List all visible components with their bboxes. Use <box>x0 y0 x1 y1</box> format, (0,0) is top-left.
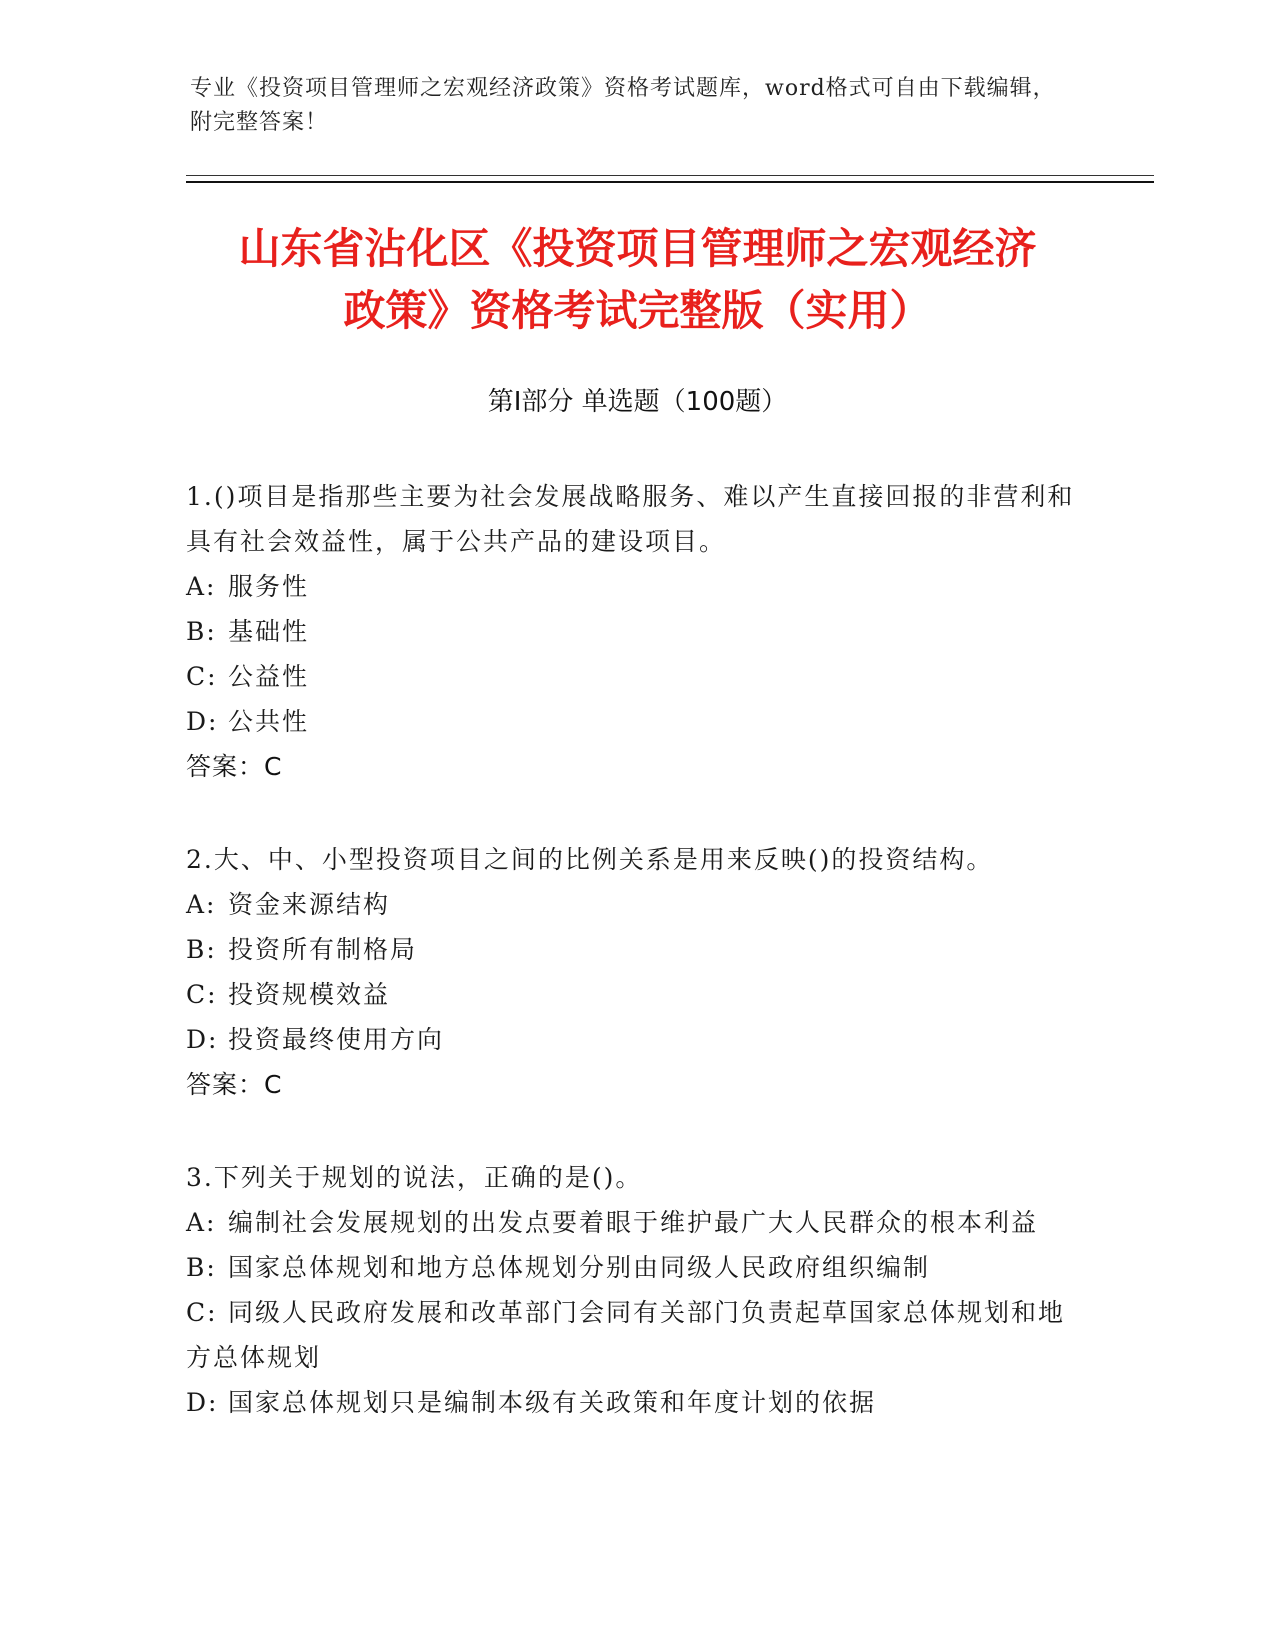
answer: 答案：C <box>186 752 283 781</box>
option-key: B: <box>186 1253 217 1282</box>
option-text: 服务性 <box>228 572 310 601</box>
option-text: 公益性 <box>228 662 310 691</box>
header-divider-thick <box>186 181 1154 183</box>
option-text: 国家总体规划和地方总体规划分别由同级人民政府组织编制 <box>228 1253 931 1282</box>
option-text: 公共性 <box>228 707 310 736</box>
question-3 <box>186 1155 1076 1425</box>
option-text: 资金来源结构 <box>228 890 391 919</box>
option-c <box>186 654 1076 699</box>
question-stem: 3.下列关于规划的说法，正确的是()。 <box>186 1163 643 1192</box>
header-note: 专业《投资项目管理师之宏观经济政策》资格考试题库，word格式可自由下载编辑，附完整答案！ <box>190 76 1056 135</box>
question-stem: 2.大、中、小型投资项目之间的比例关系是用来反映()的投资结构。 <box>186 845 994 874</box>
question-2 <box>186 837 1076 1107</box>
option-text: 投资最终使用方向 <box>228 1025 445 1054</box>
option-d <box>186 699 1076 744</box>
option-text: 基础性 <box>228 617 310 646</box>
option-b <box>186 927 1076 972</box>
option-key: B: <box>186 935 217 964</box>
document-title-line-2: 政策》资格考试完整版（实用） <box>343 286 932 335</box>
option-text: 国家总体规划只是编制本级有关政策和年度计划的依据 <box>228 1388 877 1417</box>
option-a <box>186 1200 1076 1245</box>
question-stem: 1.()项目是指那些主要为社会发展战略服务、难以产生直接回报的非营利和具有社会效益性，属于公共产品的建设项目。 <box>186 482 1075 556</box>
option-d <box>186 1017 1076 1062</box>
section-heading: 第Ⅰ部分 单选题（100题） <box>487 387 788 417</box>
question-1 <box>186 474 1076 789</box>
option-text: 同级人民政府发展和改革部门会同有关部门负责起草国家总体规划和地方总体规划 <box>186 1298 1066 1372</box>
answer: 答案：C <box>186 1070 283 1099</box>
option-key: C: <box>186 980 218 1009</box>
option-key: D: <box>186 1388 219 1417</box>
option-key: C: <box>186 662 218 691</box>
option-b <box>186 1245 1076 1290</box>
option-d <box>186 1380 1076 1425</box>
option-key: D: <box>186 1025 219 1054</box>
option-key: B: <box>186 617 217 646</box>
option-c <box>186 972 1076 1017</box>
option-key: A: <box>186 572 217 601</box>
option-text: 投资规模效益 <box>228 980 391 1009</box>
option-text: 投资所有制格局 <box>228 935 418 964</box>
option-a <box>186 882 1076 927</box>
option-key: A: <box>186 890 217 919</box>
option-b <box>186 609 1076 654</box>
option-key: C: <box>186 1298 218 1327</box>
option-c <box>186 1290 1076 1380</box>
option-a <box>186 564 1076 609</box>
option-key: A: <box>186 1208 217 1237</box>
option-key: D: <box>186 707 219 736</box>
document-title <box>150 218 1125 342</box>
header-divider-thin <box>186 175 1154 176</box>
document-title-line-1: 山东省沾化区《投资项目管理师之宏观经济 <box>238 224 1037 273</box>
option-text: 编制社会发展规划的出发点要着眼于维护最广大人民群众的根本利益 <box>228 1208 1039 1237</box>
